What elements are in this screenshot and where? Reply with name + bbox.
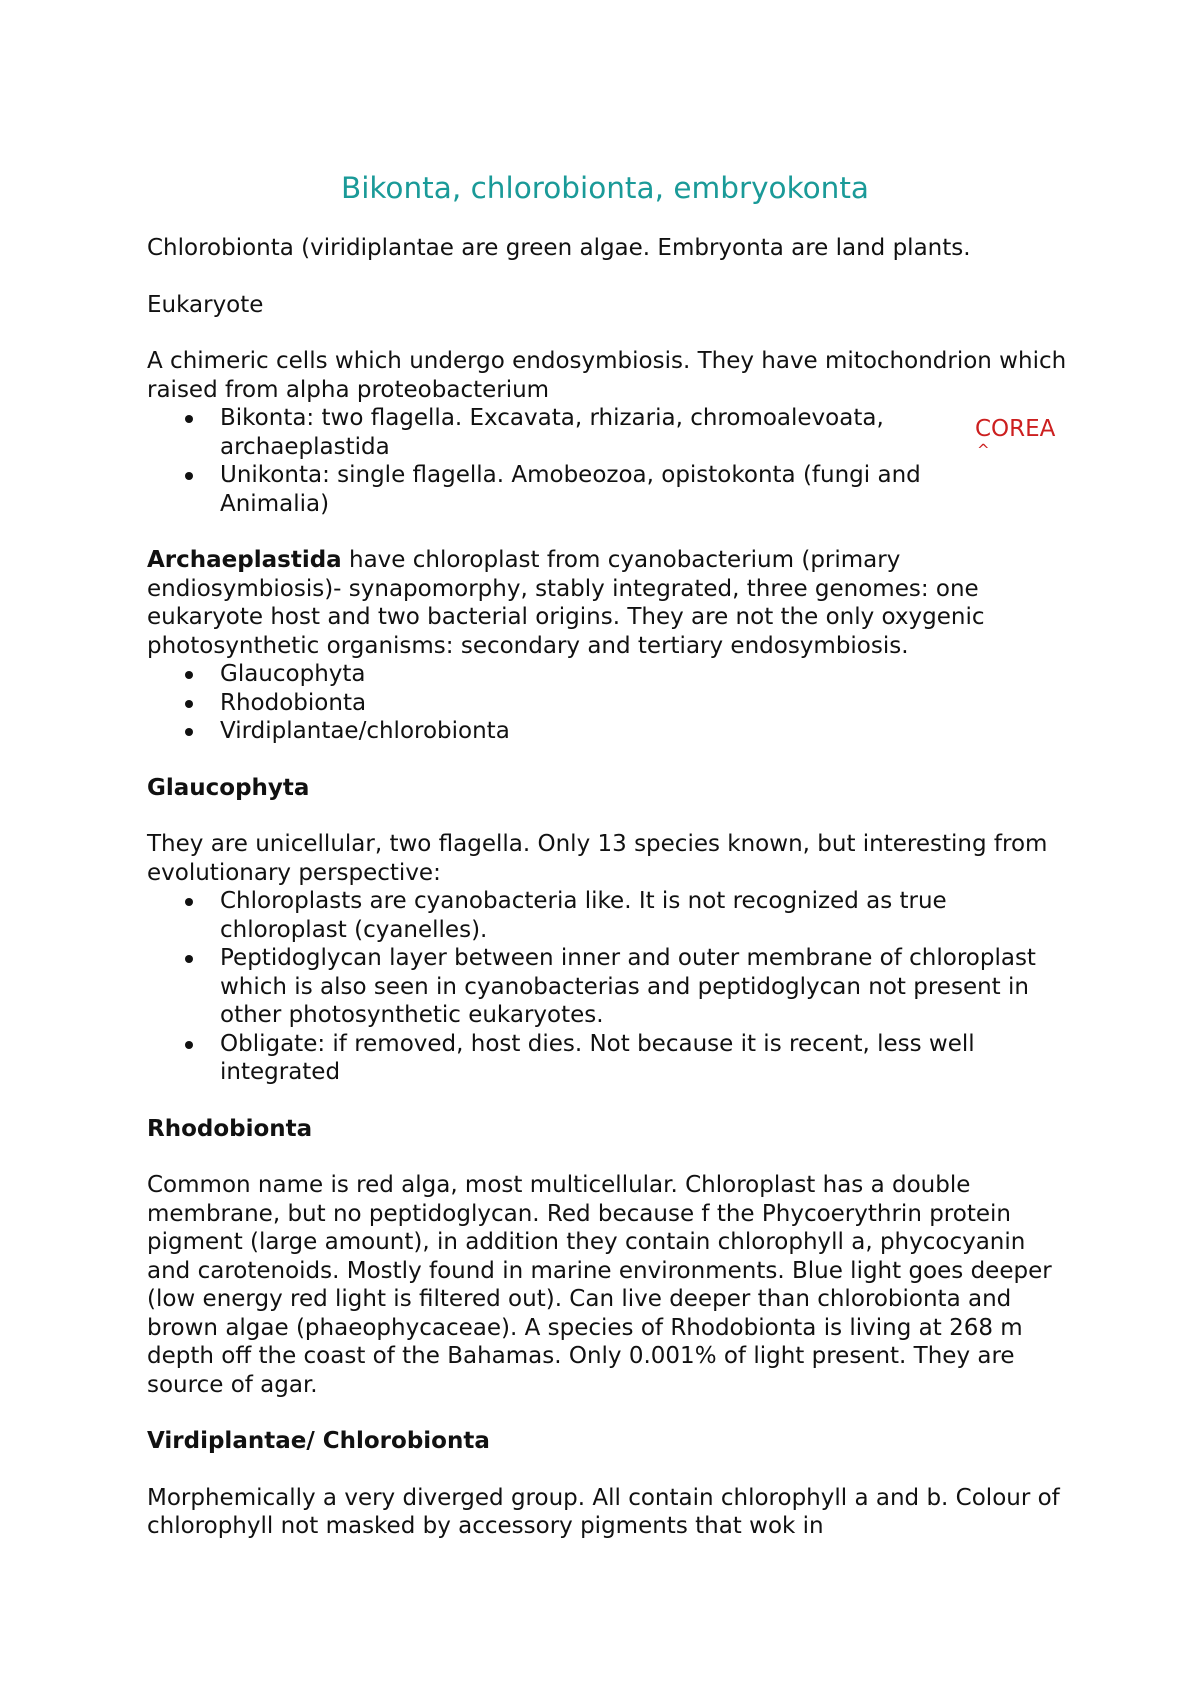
glaucophyta-heading: Glaucophyta <box>147 774 310 801</box>
list-item-obligate: Obligate: if removed, host dies. Not because it is recent, less well integrated <box>147 1030 1067 1087</box>
archaeplastida-paragraph <box>147 546 1067 660</box>
rhodobionta-heading: Rhodobionta <box>147 1115 313 1142</box>
chimeric-paragraph: A chimeric cells which undergo endosymbiosis. They have mitochondrion which raised from alpha proteobacterium <box>147 348 1067 403</box>
glaucophyta-paragraph: They are unicellular, two flagella. Only 13 species known, but interesting from evolutionary perspective: <box>147 831 1048 886</box>
list-item-rhodobionta: Rhodobionta <box>147 689 1067 718</box>
list-item-glaucophyta: Glaucophyta <box>147 660 1067 689</box>
archaeplastida-list <box>147 660 1067 746</box>
glaucophyta-list <box>147 887 1067 1087</box>
margin-annotation: COREA <box>975 416 1056 442</box>
intro-paragraph: Chlorobionta (viridiplantae are green algae. Embryonta are land plants. <box>147 235 971 261</box>
list-item-peptidoglycan: Peptidoglycan layer between inner and outer membrane of chloroplast which is also seen in cyanobacterias and peptidoglycan not present in other photosynthetic eukaryotes. <box>147 944 1067 1030</box>
eukaryote-heading: Eukaryote <box>147 291 264 318</box>
virdiplantae-heading: Virdiplantae/ Chlorobionta <box>147 1428 490 1454</box>
archaeplastida-term: Archaeplastida <box>147 547 342 573</box>
eukaryote-list <box>147 404 1067 518</box>
document-body <box>147 168 1067 1569</box>
virdiplantae-paragraph: Morphemically a very diverged group. All contain chlorophyll a and b. Colour of chlorophyll not masked by accessory pigments that wok in <box>147 1484 1060 1539</box>
archaeplastida-text: have chloroplast from cyanobacterium (primary endiosymbiosis)- synapomorphy, stably integrated, three genomes: one eukaryote host and two bacterial origins. They are not the only oxygenic photosynthetic organisms: secondary and tertiary endosymbiosis. <box>147 547 985 659</box>
list-item-chloroplasts: Chloroplasts are cyanobacteria like. It is not recognized as true chloroplast (cyanelles). <box>147 887 1067 944</box>
document-title: Bikonta, chlorobionta, embryokonta <box>340 171 870 205</box>
list-item-virdiplantae: Virdiplantae/chlorobionta <box>147 717 1067 746</box>
list-item-unikonta: Unikonta: single flagella. Amobeozoa, opistokonta (fungi and Animalia) <box>147 461 940 518</box>
list-item-bikonta: Bikonta: two flagella. Excavata, rhizaria, chromoalevoata, archaeplastida <box>147 404 940 461</box>
margin-caret-mark: ^ <box>977 441 990 459</box>
rhodobionta-paragraph: Common name is red alga, most multicellular. Chloroplast has a double membrane, but no peptidoglycan. Red because f the Phycoerythrin protein pigment (large amount), in addition they contain chlorophyll a, phycocyanin and carotenoids. Mostly found in marine environments. Blue light goes deeper (low energy red light is filtered out). Can live deeper than chlorobionta and brown algae (phaeophycaceae). A species of Rhodobionta is living at 268 m depth off the coast of the Bahamas. Only 0.001% of light present. They are source of agar. <box>147 1172 1052 1398</box>
